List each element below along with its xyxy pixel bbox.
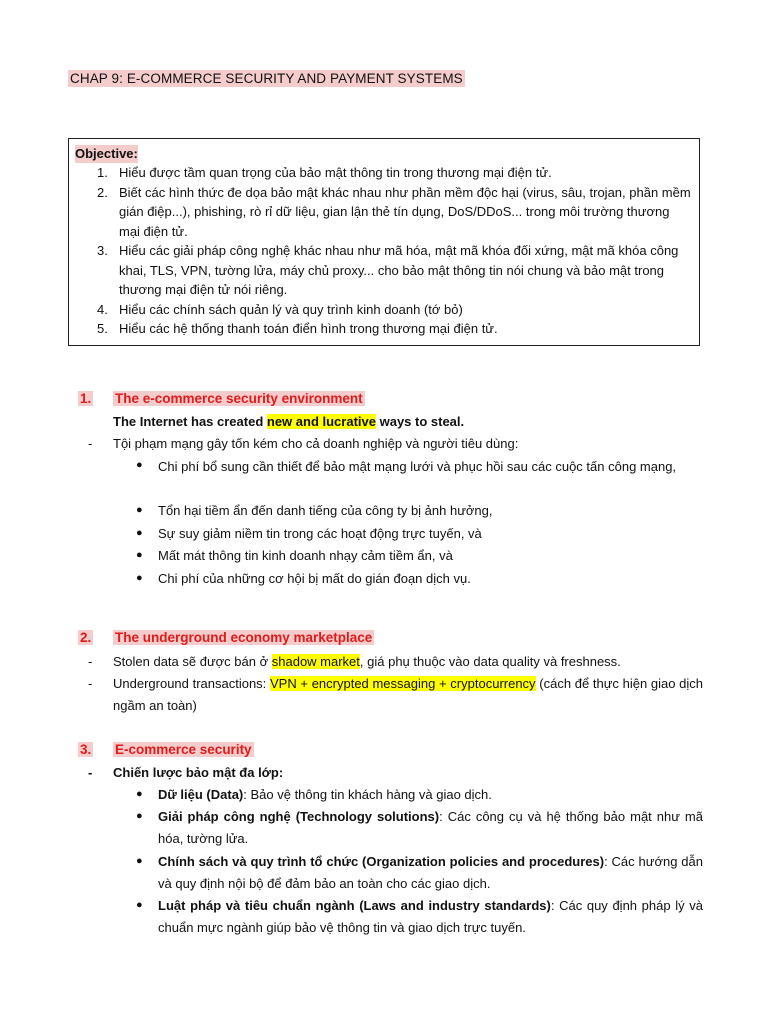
objective-item-text: Hiểu được tầm quan trọng của bảo mật thông tin trong thương mại điện tử. bbox=[119, 165, 552, 180]
section-1-subheading bbox=[113, 411, 464, 433]
security-layer-item bbox=[158, 806, 703, 850]
dash-marker: - bbox=[88, 654, 93, 669]
objective-title: Objective: bbox=[75, 146, 138, 161]
section-2-line-2 bbox=[113, 673, 703, 717]
section-title: The underground economy marketplace bbox=[115, 630, 373, 645]
section-number: 1. bbox=[80, 391, 92, 406]
section-title: The e-commerce security environment bbox=[115, 391, 363, 406]
subheading-text: The Internet has created bbox=[113, 414, 267, 429]
objective-item-text: Hiểu các giải pháp công nghệ khác nhau như mã hóa, mật mã khóa đối xứng, mật mã khóa công khai, TLS, VPN, tường lửa, máy chủ proxy... cho bảo mật thông tin nói chung và bảo mật trong thương mại điện tử nói riêng. bbox=[119, 243, 679, 297]
highlighted-text: VPN + encrypted messaging + cryptocurrency bbox=[269, 676, 536, 691]
objective-item: 5. Hiểu các hệ thống thanh toán điển hình trong thương mại điện tử. bbox=[97, 321, 498, 336]
section-number: 3. bbox=[80, 742, 92, 757]
bullet-item-text: Chi phí của những cơ hội bị mất do gián đoạn dịch vụ. bbox=[158, 571, 471, 586]
bullet-marker: ● bbox=[136, 504, 143, 516]
objective-item-text: Hiểu các hệ thống thanh toán điển hình trong thương mại điện tử. bbox=[119, 321, 498, 336]
security-layer-item bbox=[158, 895, 703, 939]
objective-item: 3. Hiểu các giải pháp công nghệ khác nhau như mã hóa, mật mã khóa đối xứng, mật mã khóa công khai, TLS, VPN, tường lửa, máy chủ proxy... cho bảo mật thông tin nói chung và bảo mật trong thương mại điện tử nói riêng. bbox=[97, 243, 679, 297]
body-text: Stolen data sẽ được bán ở bbox=[113, 654, 272, 669]
bullet-marker: ● bbox=[136, 810, 143, 822]
bullet-marker: ● bbox=[136, 459, 143, 471]
item-bold-label: Giải pháp công nghệ (Technology solutions) bbox=[158, 809, 440, 824]
highlighted-text: new and lucrative bbox=[266, 414, 376, 429]
body-text: Underground transactions: bbox=[113, 676, 270, 691]
dash-item-text: Chiến lược bảo mật đa lớp: bbox=[113, 765, 284, 780]
objective-item: 1. Hiểu được tầm quan trọng của bảo mật thông tin trong thương mại điện tử. bbox=[97, 165, 552, 180]
subheading-text: ways to steal. bbox=[375, 414, 465, 429]
chapter-title: CHAP 9: E-COMMERCE SECURITY AND PAYMENT SYSTEMS bbox=[70, 71, 463, 86]
bullet-marker: ● bbox=[136, 572, 143, 584]
item-text: : Các hướng dẫn và quy định nội bộ để đảm bảo an toàn cho các giao dịch. bbox=[158, 854, 703, 891]
objective-item-text: Hiểu các chính sách quản lý và quy trình kinh doanh (tớ bỏ) bbox=[119, 301, 463, 317]
item-bold-label: Chính sách và quy trình tổ chức (Organization policies and procedures) bbox=[158, 854, 605, 869]
section-number: 2. bbox=[80, 630, 92, 645]
bullet-item-text: Sự suy giảm niềm tin trong các hoạt động trực tuyến, và bbox=[158, 526, 482, 541]
item-bold-label: Luật pháp và tiêu chuẩn ngành (Laws and industry standards) bbox=[158, 898, 551, 913]
bullet-marker: ● bbox=[136, 549, 143, 561]
bullet-marker: ● bbox=[136, 527, 143, 539]
objective-list bbox=[75, 163, 691, 339]
bullet-marker: ● bbox=[136, 788, 143, 800]
objective-item: 2. Biết các hình thức đe dọa bảo mật khác nhau như phần mềm độc hại (virus, sâu, trojan, phần mềm gián điệp...), phishing, rò rỉ dữ liệu, gian lận thẻ tín dụng, DoS/DDoS... trong môi trường thương mại điện tử. bbox=[97, 184, 691, 239]
section-title: E-commerce security bbox=[115, 742, 252, 757]
item-bold-label: Dữ liệu (Data) bbox=[158, 787, 244, 802]
item-text: : Bảo vệ thông tin khách hàng và giao dịch. bbox=[243, 787, 492, 802]
dash-item-text: Tội phạm mạng gây tốn kém cho cả doanh nghiệp và người tiêu dùng: bbox=[113, 436, 519, 451]
security-layer-item bbox=[158, 851, 703, 895]
bullet-item-text: Tổn hại tiềm ẩn đến danh tiếng của công ty bị ảnh hưởng, bbox=[158, 503, 493, 518]
dash-marker: - bbox=[88, 676, 93, 691]
dash-marker: - bbox=[88, 765, 93, 780]
objective-box bbox=[68, 138, 700, 346]
item-text: : Các quy định pháp lý và chuẩn mực ngành giúp bảo vệ thông tin và giao dịch trực tuyến. bbox=[158, 898, 703, 935]
objective-item-text: Biết các hình thức đe dọa bảo mật khác nhau như phần mềm độc hại (virus, sâu, trojan, phần mềm gián điệp...), phishing, rò rỉ dữ liệu, gian lận thẻ tín dụng, DoS/DDoS... trong môi trường thương mại điện tử. bbox=[119, 184, 691, 239]
section-2-line-1 bbox=[113, 651, 621, 673]
body-text: , giá phụ thuộc vào data quality và freshness. bbox=[359, 654, 621, 669]
objective-item: 4. Hiểu các chính sách quản lý và quy trình kinh doanh (tớ bỏ) bbox=[97, 301, 463, 317]
bullet-item-text: Chi phí bổ sung cần thiết để bảo mật mạng lưới và phục hồi sau các cuộc tấn công mạng, bbox=[158, 459, 677, 474]
bullet-marker: ● bbox=[136, 899, 143, 911]
body-text: (cách để thực hiện giao dịch ngầm an toàn) bbox=[113, 676, 704, 713]
security-layer-item bbox=[158, 784, 703, 806]
bullet-marker: ● bbox=[136, 855, 143, 867]
highlighted-text: shadow market bbox=[271, 654, 360, 669]
item-text: : Các công cụ và hệ thống bảo mật như mã hóa, tường lửa. bbox=[158, 809, 703, 846]
dash-marker: - bbox=[88, 436, 93, 451]
bullet-item-text: Mất mát thông tin kinh doanh nhạy cảm tiềm ẩn, và bbox=[158, 548, 453, 563]
